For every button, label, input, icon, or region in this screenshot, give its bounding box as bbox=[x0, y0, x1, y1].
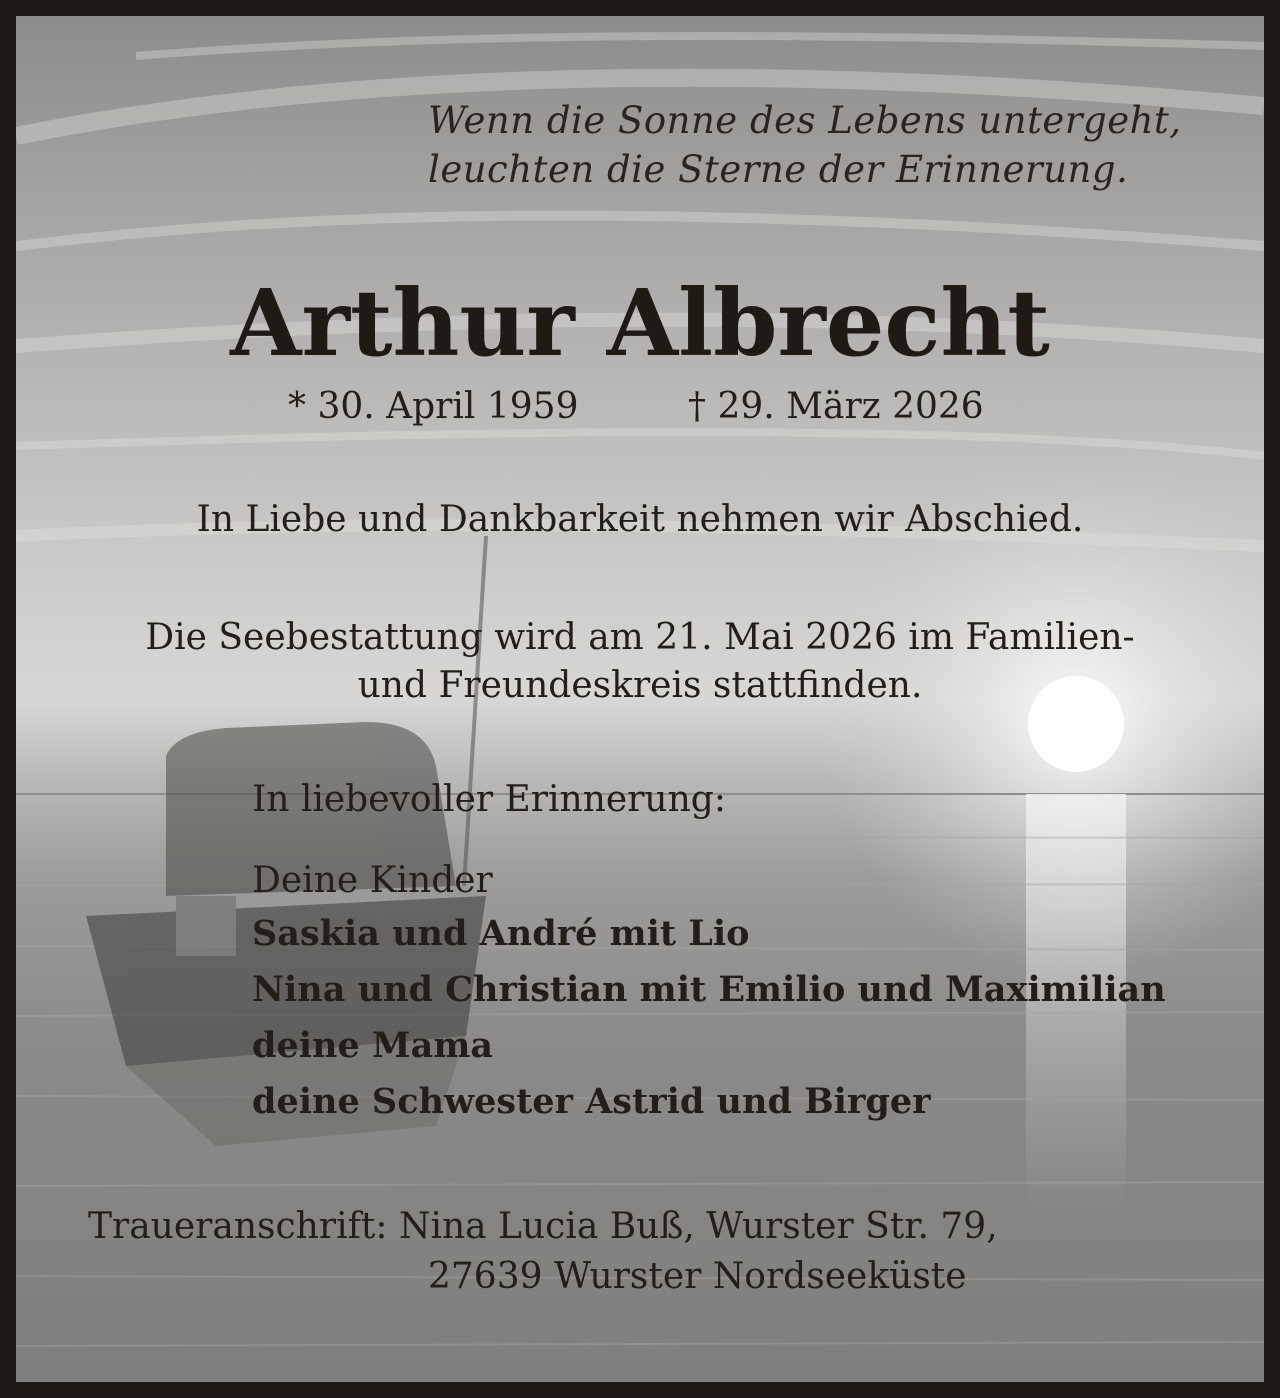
death-date: † 29. März 2026 bbox=[688, 386, 984, 427]
burial-line-1: Die Seebestattung wird am 21. Mai 2026 im Familien- bbox=[145, 617, 1135, 658]
farewell-text: In Liebe und Dankbarkeit nehmen wir Abschied. bbox=[196, 499, 1084, 540]
deceased-name: Arthur Albrecht bbox=[230, 269, 1050, 377]
family-member: Nina und Christian mit Emilio und Maximilian bbox=[252, 969, 1166, 1010]
memory-heading: In liebevoller Erinnerung: bbox=[252, 779, 726, 820]
family-intro: Deine Kinder bbox=[252, 860, 493, 901]
birth-date: * 30. April 1959 bbox=[288, 386, 579, 427]
address-line-2: 27639 Wurster Nordseeküste bbox=[428, 1256, 967, 1297]
burial-announcement bbox=[16, 614, 1264, 710]
family-list bbox=[252, 856, 1166, 1130]
family-member: deine Mama bbox=[252, 1025, 494, 1066]
motto-quote bbox=[428, 96, 1182, 194]
obituary-notice bbox=[16, 16, 1264, 1382]
address-line-1: Traueranschrift: Nina Lucia Buß, Wurster Str. 79, bbox=[88, 1206, 998, 1247]
motto-line-2: leuchten die Sterne der Erinnerung. bbox=[428, 148, 1129, 191]
family-member: deine Schwester Astrid und Birger bbox=[252, 1081, 931, 1122]
motto-line-1: Wenn die Sonne des Lebens untergeht, bbox=[428, 99, 1182, 142]
mourning-address bbox=[88, 1202, 998, 1302]
family-member: Saskia und André mit Lio bbox=[252, 913, 750, 954]
notice-text bbox=[16, 16, 1264, 1382]
burial-line-2: und Freundeskreis stattfinden. bbox=[357, 665, 923, 706]
